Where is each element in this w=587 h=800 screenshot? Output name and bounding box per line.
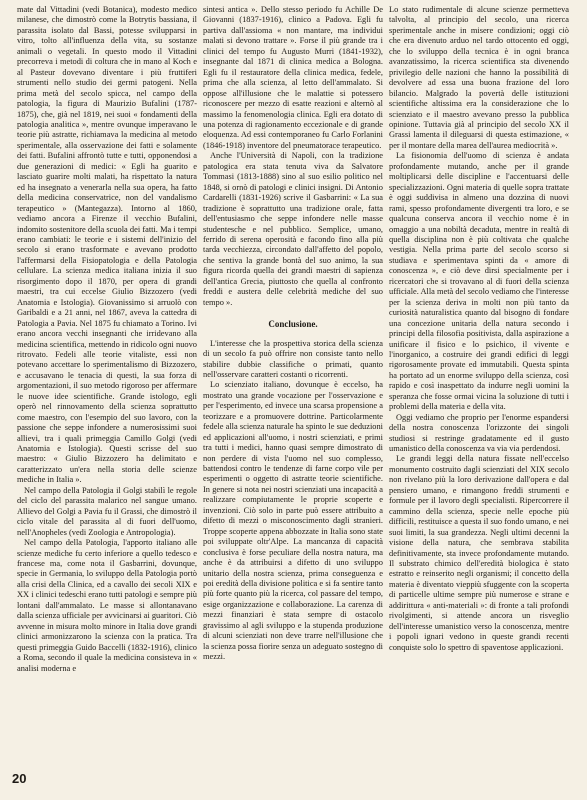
paragraph: Lo scienziato italiano, dovunque è eccelso, ha mostrato una grande vocazione per l'osservazione e per l'esperimento, ed invece una scarsa propensione a teorizzare e a promuovere dottrine. Particolarmente fedele alla scienza naturale ha spinto le sue deduzioni ed applicazioni all'uomo, i nostri scienziati, e primi tra tutti i medici, hanno quasi sempre dimostrato di non perdere di vista l'uomo nel suo complesso, battendosi contro le tendenze di farne corpo vile per esperimenti o oggetto di astratte teorie scientifiche. In genere si nota nei nostri scienziati una incapacità a realizzare compiutamente le proprie scoperte e invenzioni. Ciò solo in parte può essere attribuito a difetto di mezzi o misconoscimento dagli stranieri. Troppe scoperte appena abbozzate in Italia sono state poi sviluppate oltr'Alpe. La mancanza di capacità conclusiva è forse peculiare della nostra natura, ma anche è da attribuirsi a difetto di uno sviluppo unitario della nostra scienza, prima conseguenza e poi eredità della divisione politica e si fa sentire tanto più forte quanto più la ricerca, col passare del tempo, esige organizzazione e collaborazione. La carenza di mezzi finanziari è stata sempre di ostacolo gravissimo al agli sviluppo e la stupenda produzione di alcuni scienziati non deve trarre nell'illusione che la scienza possa fiorire senza un adeguato sostegno di mezzi.	[203, 380, 384, 662]
text-column-3	[389, 5, 569, 653]
page-number: 20	[12, 771, 27, 786]
paragraph: mate dal Vittadini (vedi Botanica), modesto medico milanese, che dimostrò come la Botrytis bassiana, il parassita isolato dal Bassi, potesse svilupparsi in vitro, tolto all'influenza della vita, su sostanze animali o vegetali. In questo modo il Vittadini precorreva i metodi di coltura che in mano al Koch e al Pasteur dovevano diventare i più fruttiferi strumenti nello studio dei germi patogeni. Nella prima metà del secolo spicca, nel campo della patologia, la figura di Maurizio Bufalini (1787-1875), che, già nel 1819, nei suoi « fondamenti della patologia analitica », mentre ovunque imperavano le teorie più astratte, richiamava la medicina al metodo sperimentale, alla osservazione dei fatti e solamente dei fatti. Bufalini affrontò tutte e tutti, opponendosi a due generazioni di medici: « Egli ha guarito e lasciato guarire molti malati, ha rispettato la natura ed ha insegnato a venerarla nella sua opera, ha fatto della medicina conservatrice, non del vandalismo terapeutico » (Mantegazza). Intorno al 1860, vediamo ancora a Firenze il vecchio Bufalini, indomito sostenitore della scuola dei fatti. Ma i tempi erano cambiati: le teorie e i sistemi dell'inizio del secolo si erano trasformate e avevano prodotto l'affermarsi della Fisiopatologia e della Patologia cellulare. La scienza medica italiana inizia il suo risorgimento dopo il 1870, per opera di grandi maestri, tra cui eccelse Giulio Bizzozero (vedi Anatomia e Istologia). Giovanissimo si arruolò con Garibaldi e a 21 anni, nel 1867, aveva la cattedra di Patologia a Pavia. Nel 1875 fu chiamato a Torino. Ivi erano ancora vecchi insegnanti che irridevano alla medicina scientifica, mettendo in ridicolo ogni nuovo ritrovato. Fedeli alle teorie vitaliste, essi non potevano accettare lo sperimentalismo di Bizzozero, e accusavano le tenacia di questi, la sua forza di argomentazioni, il suo metodo rigoroso per affermare le nuove idee scientifiche. Grande istologo, egli operò nel rinnovamento della scienza soprattutto come maestro, con l'esempio del suo lavoro, con la passione che seppe infondere a numerosissimi suoi allievi, tra i quali primeggia Camillo Golgi (vedi Anatomia e Istologia). Questi scrisse del suo maestro: « Giulio Bizzozero ha delimitato e caratterizzato un'era nella storia delle scienze mediche in Italia ».	[17, 5, 197, 485]
paragraph: Anche l'Università di Napoli, con la tradizione patologica era stata tenuta viva da Salvatore Tommasi (1813-1888) sino al suo esilio politico nel 1848, si ornò di patologi e clinici insigni. Di Antonio Cardarelli (1831-1926) scrive il Gasbarrini: « La sua tradizione è soprattutto una tradizione orale, fatta dell'entusiasmo che seppe infondere nelle masse studentesche e nel pubblico. Semplice, umano, ferrido di serena operosità e facondo fino alla più tarda vecchiezza, circondato dall'affetto del popolo, che sentiva la grande bontà del suo animo, la sua figura ricorda quella dei grandi maestri di sapienza dell'antica Grecia, piuttosto che quella al confronto freddi e austera delle celebrità mediche del suo tempo ».	[203, 151, 383, 307]
paragraph: Nel campo della Patologia, l'apporto italiano alle scienze mediche fu certo inferiore a quello tedesco e francese ma, come nota il Gasbarrini, dovunque, specie in Germania, lo sviluppo della Patologia portò alla crisi della Clinica, ed a cavallo dei secoli XIX e XX i clinici tedeschi erano tutti patologi e sempre più lontani dall'ammalato. Le masse si allontanavano dalla scienza ufficiale per avvicinarsi ai guaritori. Ciò avvenne in misura molto minore in Italia dove grandi clinici armonizzarono la scienza con la pratica. Tra questi primeggia Guido Baccelli (1832-1916), clinico a Roma, secondo il quale la medicina consisteva in « analisi moderna e	[17, 538, 197, 673]
paragraph: sintesi antica ». Dello stesso periodo fu Achille De Giovanni (1837-1916), clinico a Padova. Egli fu partiva dall'assioma « non mantare, ma individui malati si devono trattare ». Forse il più grande tra i clinici del tempo fu Augusto Murri (1841-1932), insegnante dal 1871 di clinica medica a Bologna. Egli fu il restauratore della clinica medica, fedele, prima che alla scienza, al letto dell'ammalato. Si oppose all'illusione che le malattie si potessero riconoscere per mezzo di esatte reazioni e alternò al massimo la fenomenologia clinica. Egli era dotato di una potenza di ragionamento eccezionale e di grande eloquenza. Ad essi contemporaneo fu Carlo Forlanini (1846-1918) inventore del pneumatorace terapeutico.	[203, 5, 383, 150]
paragraph: Le grandi leggi della natura fissate nell'eccelso monumento costruito dagli scienziati del XIX secolo non rivelano più la loro derivazione dall'opera e dal pensiero umano, e rimangono freddi strumenti e formule per il lavoro degli specialisti. Ripercorrere il cammino della scienza, specie nelle epoche più difficili, restituisce a questa il suo fondo umano, e nei suoi limiti, la sua grandezza. Negli ultimi decenni la visione della natura, che sembrava stabilita definitivamente, sta invece profondamente mutando. Il substrato chimico dell'eredità biologica è stato estratto e reinserito negli organismi; il concetto della materia è diventato vieppiù sfuggente con la scoperta di particelle ultime sempre più numerose e strane e addirittura « anti-materiali »: di fronte a tali profondi rivolgimenti, si attende ancora un risveglio dell'interesse umanistico verso la conoscenza, mentre i popoli ignari vedono in queste grandi recenti conquiste solo lo spettro di spaventose applicazioni.	[389, 454, 569, 652]
section-heading: Conclusione.	[268, 319, 318, 330]
paragraph: La fisionomia dell'uomo di scienza è andata profondamente mutando, anche per il grande moltiplicarsi delle discipline e l'accentuarsi delle specializzazioni. Ogni materia di quelle sopra trattate è oggi suddivisa in almeno una dozzina di nuovi rami, spesso profondamente divergenti tra loro, e se qualcuna conserva ancora il vecchio nome è in omaggio a una nobiltà decaduta, mentre in realtà di quella disciplina non è più coltivata che qualche vestigia. Nella prima parte del secolo scorso si studiava e sperimentava spinti da « amore di conoscenza », e ciò deve dirsi specialmente per i ricercatori che si trovavano al di fuori della scienza ufficiale. Alla metà del secolo vediamo che l'interesse per la scienza deriva in molti non più tanto da curiosità naturalistica quanto dal bisogno di fondare una concezione unitaria della natura secondo i principi della filosofia positivista, dalla aspirazione a unificare il fisico e lo psichico, il vivente e l'inorganico, a costruire dei grandi edifici di leggi rigorosamente provate ed immutabili. Questa spinta ha portato ad un enorme sviluppo della scienza, così rapido e così inaspettato da indurre negli uomini la speranza che fosse ormai vicina la soluzione di tutti i problemi della materia e della vita.	[389, 151, 569, 412]
paragraph: Nel campo della Patologia il Golgi stabilì le regole del ciclo del parassita malarico nel sangue umano. Allievo del Golgi a Pavia fu il Grassi, che dimostrò il ciclo vitale del parassita al di fuori dell'uomo, nell'Anopheles (vedi Zoologia e Antropologia).	[17, 485, 197, 537]
text-column-1	[17, 5, 197, 674]
paragraph: Lo stato rudimentale di alcune scienze permetteva talvolta, al principio del secolo, una ricerca sperimentale anche in misere condizioni; oggi ciò che era divenuto arduo nel tardo ottocento ed oggi, che lo sviluppo della tecnica è in ogni branca avanzatissimo, la ricerca scientifica sta divenendo privilegio delle nazioni che hanno la possibilità di devolvere ad essa una buona frazione del loro bilancio. Malgrado la povertà delle istituzioni scientifiche altissima era la considerazione che lo scienziato e il maestro avevano presso la pubblica opinione. Tuttavia già al principio del secolo XX il Grassi lamenta il dileguarsi di questa estimazione, « per il montare della marea dell'aurea mediocrità ».	[389, 5, 569, 150]
paragraph: L'interesse che la prospettiva storica della scienza di un secolo fa può offrire non consiste tanto nello stabilire dubbie classifiche o primati, quanto nell'osservare caratteri costanti o ricorrenti.	[203, 338, 383, 379]
paragraph: Oggi vediamo che proprio per l'enorme espandersi della nostra conoscenza l'orizzonte dei singoli studiosi si restringe gradatamente ed il gusto umanistico della conoscenza va via via perdendosi.	[389, 412, 569, 454]
text-column-2	[203, 5, 383, 663]
